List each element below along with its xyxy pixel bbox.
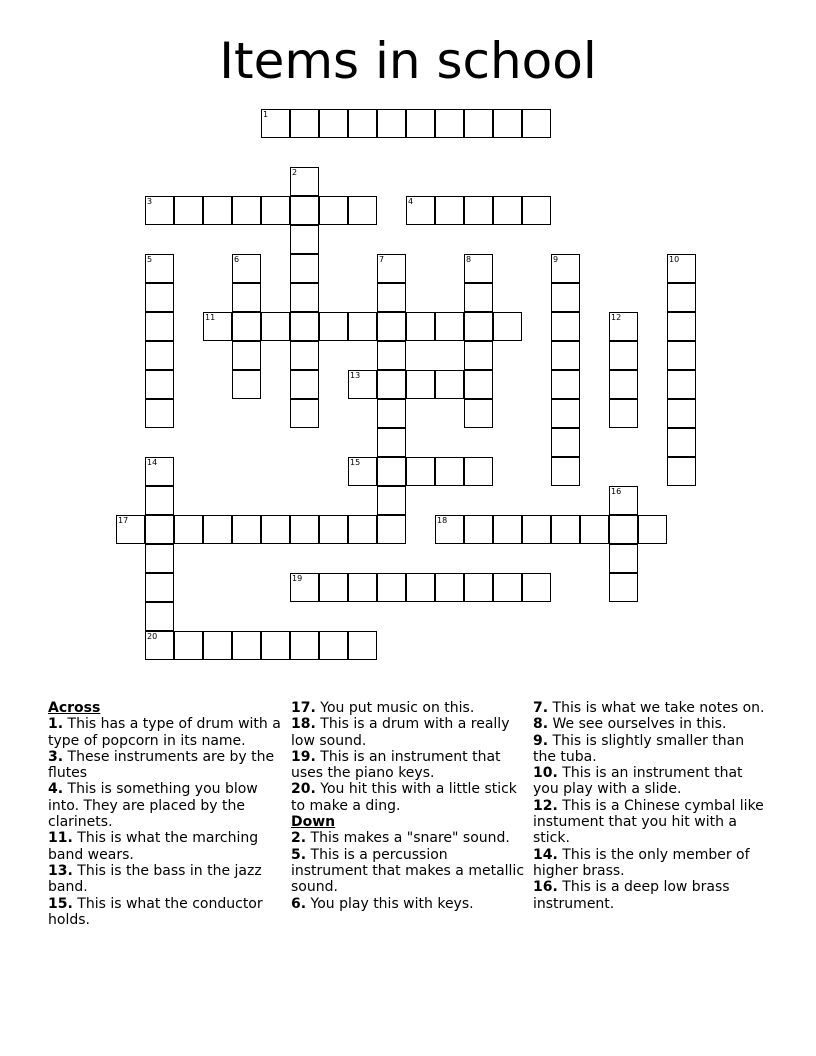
cell-number: 16 [611,487,622,496]
grid-cell[interactable] [348,196,377,225]
grid-cell[interactable] [522,109,551,138]
grid-cell[interactable] [174,515,203,544]
clue-text: This is what the conductor holds. [48,895,263,928]
grid-cell[interactable] [580,515,609,544]
grid-cell[interactable] [667,370,696,399]
grid-cell[interactable] [232,515,261,544]
clue-across [291,716,527,749]
clue-number: 11. [48,830,73,847]
cell-number: 5 [147,255,153,264]
clue-text: You play this with keys. [310,895,474,912]
down-heading: Down [291,814,336,831]
grid-cell[interactable] [464,457,493,486]
clue-across [291,749,527,782]
grid-cell[interactable] [145,341,174,370]
grid-cell[interactable] [435,370,464,399]
grid-cell[interactable] [203,631,232,660]
grid-cell[interactable] [522,573,551,602]
grid-cell[interactable] [609,312,638,341]
grid-cell[interactable] [145,515,174,544]
grid-cell[interactable] [348,631,377,660]
grid-cell[interactable] [232,283,261,312]
grid-cell[interactable] [551,515,580,544]
clue-text: These instruments are by the flutes [48,748,275,782]
clue-down [533,733,769,766]
grid-cell[interactable] [435,515,464,544]
clue-text: This is an instrument that you play with a slide. [533,765,743,798]
grid-cell[interactable] [145,602,174,631]
grid-cell[interactable] [609,486,638,515]
grid-cell[interactable] [435,312,464,341]
grid-cell[interactable] [290,631,319,660]
across-heading: Across [48,700,101,716]
cell-number: 13 [350,371,361,380]
clue-number: 15. [48,895,73,912]
grid-cell[interactable] [609,573,638,602]
clue-text: This is a Chinese cymbal like instument that you hit with a stick. [533,797,764,847]
cell-number: 4 [408,197,414,206]
cell-number: 2 [292,168,298,177]
cell-number: 6 [234,255,240,264]
clue-down [533,716,769,732]
grid-cell[interactable] [319,109,348,138]
clue-across [48,830,284,863]
clue-number: 17. [291,700,316,716]
grid-cell[interactable] [319,573,348,602]
grid-cell[interactable] [377,399,406,428]
grid-cell[interactable] [232,370,261,399]
grid-cell[interactable] [551,312,580,341]
grid-cell[interactable] [406,109,435,138]
clue-number: 10. [533,765,558,782]
cell-number: 11 [205,313,216,322]
grid-cell[interactable] [377,254,406,283]
puzzle-title: Items in school [219,32,597,90]
grid-cell[interactable] [145,573,174,602]
clue-number: 9. [533,732,549,749]
grid-cell[interactable] [667,457,696,486]
cell-number: 20 [147,632,158,641]
grid-cell[interactable] [261,196,290,225]
grid-cell[interactable] [464,254,493,283]
grid-cell[interactable] [377,283,406,312]
clue-number: 4. [48,781,64,798]
clue-number: 20. [291,781,316,798]
grid-cell[interactable] [145,254,174,283]
grid-cell[interactable] [232,631,261,660]
clue-text: This is a deep low brass instrument. [533,879,730,912]
grid-cell[interactable] [348,573,377,602]
grid-cell[interactable] [464,515,493,544]
grid-cell[interactable] [290,225,319,254]
grid-cell[interactable] [551,254,580,283]
grid-cell[interactable] [464,341,493,370]
grid-cell[interactable] [609,341,638,370]
grid-cell[interactable] [464,109,493,138]
grid-cell[interactable] [348,515,377,544]
grid-cell[interactable] [290,196,319,225]
grid-cell[interactable] [377,457,406,486]
grid-cell[interactable] [406,370,435,399]
grid-cell[interactable] [290,254,319,283]
grid-cell[interactable] [551,283,580,312]
clue-text: This makes a "snare" sound. [310,830,510,847]
clue-text: We see ourselves in this. [552,716,727,733]
clue-number: 18. [291,716,316,733]
grid-cell[interactable] [464,312,493,341]
grid-cell[interactable] [667,341,696,370]
grid-cell[interactable] [145,457,174,486]
cell-number: 19 [292,574,303,583]
clue-across [48,781,284,830]
grid-cell[interactable] [145,544,174,573]
grid-cell[interactable] [406,196,435,225]
clue-number: 3. [48,748,64,765]
grid-cell[interactable] [377,370,406,399]
grid-cell[interactable] [290,109,319,138]
clue-number: 6. [291,895,307,912]
grid-cell[interactable] [174,196,203,225]
grid-cell[interactable] [609,544,638,573]
clue-text: This is slightly smaller than the tuba. [533,732,745,765]
grid-cell[interactable] [319,515,348,544]
grid-cell[interactable] [464,196,493,225]
grid-cell[interactable] [145,486,174,515]
grid-cell[interactable] [609,515,638,544]
grid-cell[interactable] [609,370,638,399]
grid-cell[interactable] [261,109,290,138]
grid-cell[interactable] [290,312,319,341]
clues-column-3 [533,700,769,912]
grid-cell[interactable] [232,196,261,225]
grid-cell[interactable] [493,573,522,602]
grid-cell[interactable] [290,167,319,196]
grid-cell[interactable] [377,312,406,341]
grid-cell[interactable] [406,312,435,341]
grid-cell[interactable] [348,312,377,341]
grid-cell[interactable] [464,370,493,399]
grid-cell[interactable] [406,457,435,486]
cell-number: 9 [553,255,559,264]
grid-cell[interactable] [609,399,638,428]
grid-cell[interactable] [145,631,174,660]
grid-cell[interactable] [203,312,232,341]
cell-number: 15 [350,458,361,467]
grid-cell[interactable] [261,312,290,341]
cell-number: 8 [466,255,472,264]
grid-cell[interactable] [551,457,580,486]
clue-number: 13. [48,862,73,879]
clue-number: 7. [533,700,549,716]
clue-across [48,896,284,929]
clue-text: This is the bass in the jazz band. [48,862,262,896]
clues-column-1 [48,700,284,928]
grid-cell[interactable] [348,109,377,138]
cell-number: 14 [147,458,158,467]
grid-cell[interactable] [377,515,406,544]
grid-cell[interactable] [667,399,696,428]
grid-cell[interactable] [145,196,174,225]
clue-down [291,830,527,846]
clue-number: 8. [533,716,549,733]
clue-across [48,749,284,782]
grid-cell[interactable] [145,312,174,341]
grid-cell[interactable] [493,196,522,225]
grid-cell[interactable] [493,515,522,544]
grid-cell[interactable] [232,341,261,370]
cell-number: 1 [263,110,269,119]
cell-number: 7 [379,255,385,264]
grid-cell[interactable] [203,515,232,544]
clue-text: This has a type of drum with a type of popcorn in its name. [48,716,281,749]
clue-down [291,847,527,896]
grid-cell[interactable] [232,254,261,283]
clue-text: This is what the marching band wears. [48,830,259,863]
grid-cell[interactable] [290,370,319,399]
grid-cell[interactable] [493,312,522,341]
clue-down [291,896,527,912]
grid-cell[interactable] [435,109,464,138]
grid-cell[interactable] [290,341,319,370]
clue-number: 12. [533,797,558,814]
grid-cell[interactable] [377,573,406,602]
cell-number: 17 [118,516,129,525]
clue-across [291,781,527,814]
grid-cell[interactable] [116,515,145,544]
grid-cell[interactable] [435,196,464,225]
clue-number: 1. [48,716,64,733]
grid-cell[interactable] [145,399,174,428]
grid-cell[interactable] [667,312,696,341]
clue-number: 19. [291,748,316,765]
clues-column-2 [291,700,527,912]
grid-cell[interactable] [464,399,493,428]
clue-text: You put music on this. [320,700,475,716]
grid-cell[interactable] [551,341,580,370]
grid-cell[interactable] [203,196,232,225]
clue-down [533,765,769,798]
grid-cell[interactable] [377,109,406,138]
clue-number: 14. [533,846,558,863]
grid-cell[interactable] [667,254,696,283]
grid-cell[interactable] [319,196,348,225]
grid-cell[interactable] [551,370,580,399]
clue-text: This is an instrument that uses the piano keys. [291,748,501,782]
clue-down [533,879,769,912]
clue-text: This is a drum with a really low sound. [291,716,510,749]
grid-cell[interactable] [145,283,174,312]
grid-cell[interactable] [348,457,377,486]
cell-number: 3 [147,197,153,206]
clue-down [533,847,769,880]
cell-number: 12 [611,313,622,322]
grid-cell[interactable] [435,573,464,602]
grid-cell[interactable] [290,573,319,602]
cell-number: 10 [669,255,680,264]
grid-cell[interactable] [464,283,493,312]
grid-cell[interactable] [667,428,696,457]
grid-cell[interactable] [551,399,580,428]
grid-cell[interactable] [232,312,261,341]
clue-number: 16. [533,879,558,896]
grid-cell[interactable] [377,486,406,515]
clue-text: This is something you blow into. They are placed by the clarinets. [48,781,258,831]
clue-text: This is what we take notes on. [552,700,765,716]
grid-cell[interactable] [522,196,551,225]
grid-cell[interactable] [638,515,667,544]
grid-cell[interactable] [319,312,348,341]
grid-cell[interactable] [261,631,290,660]
grid-cell[interactable] [319,631,348,660]
grid-cell[interactable] [377,341,406,370]
clue-number: 5. [291,846,307,863]
grid-cell[interactable] [290,283,319,312]
grid-cell[interactable] [406,573,435,602]
clue-text: You hit this with a little stick to make a ding. [291,781,517,814]
grid-cell[interactable] [667,283,696,312]
grid-cell[interactable] [435,457,464,486]
grid-cell[interactable] [261,515,290,544]
clue-across [291,700,527,716]
clue-down [533,798,769,847]
clue-text: This is a percussion instrument that makes a metallic sound. [291,846,525,896]
cell-number: 18 [437,516,448,525]
grid-cell[interactable] [348,370,377,399]
grid-cell[interactable] [551,428,580,457]
grid-cell[interactable] [145,370,174,399]
grid-cell[interactable] [377,428,406,457]
grid-cell[interactable] [290,399,319,428]
grid-cell[interactable] [174,631,203,660]
grid-cell[interactable] [522,515,551,544]
grid-cell[interactable] [290,515,319,544]
clue-down [533,700,769,716]
clue-text: This is the only member of higher brass. [533,846,750,879]
clue-across [48,863,284,896]
clue-across [48,716,284,749]
clue-number: 2. [291,830,307,847]
grid-cell[interactable] [493,109,522,138]
grid-cell[interactable] [464,573,493,602]
